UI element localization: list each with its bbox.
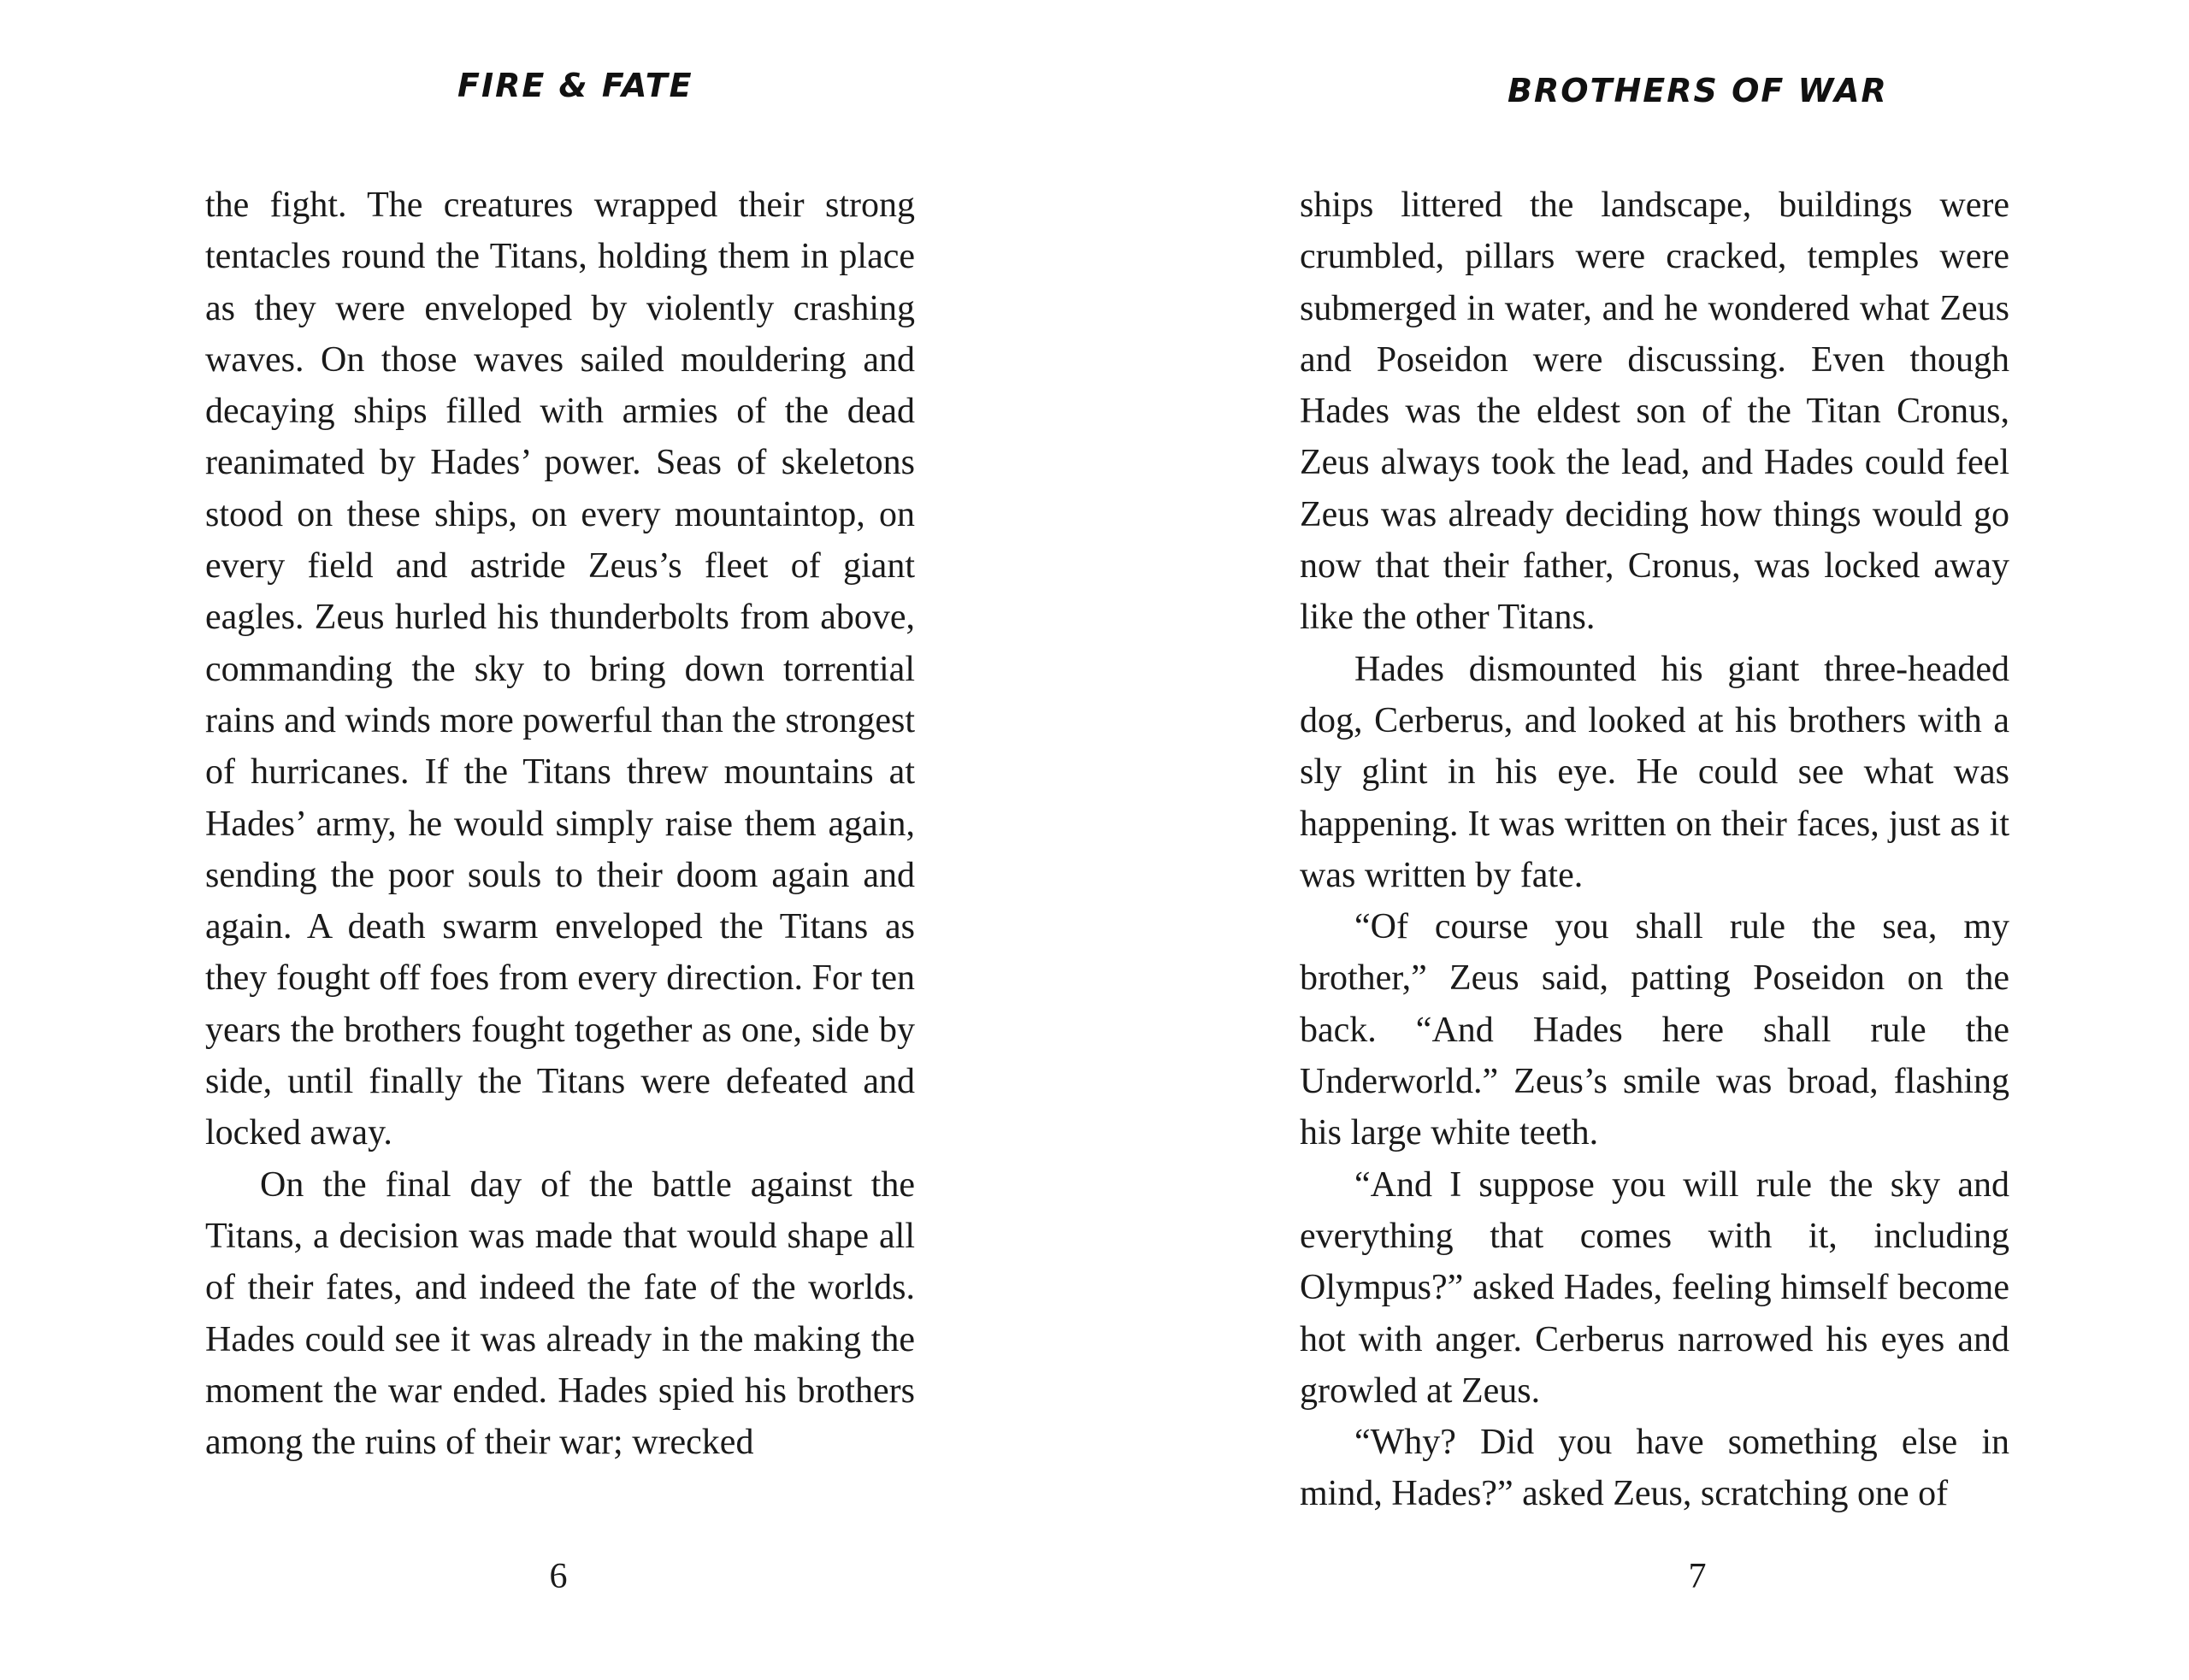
paragraph: ships littered the landscape, buildings were crumbled, pillars were cracked, temples were submerged in water, and he wondered what Zeus and Poseidon were discussing. Even though Hades was the eldest son of the Titan Cronus, Zeus always took the lead, and Hades could feel Zeus was already deciding how things would go now that their father, Cronus, was locked away like the other Titans.: [1300, 186, 2009, 638]
paragraph: On the final day of the battle against the Titans, a decision was made that would shape all of their fates, and indeed the fate of the worlds. Hades could see it was already in the making the moment the war ended. Hades spied his brothers among the ruins of their war; wrecked: [205, 1164, 915, 1463]
right-running-head: BROTHERS OF WAR: [1508, 72, 1888, 109]
left-running-head: FIRE & FATE: [457, 67, 693, 104]
left-text-block: [205, 180, 915, 1468]
left-page-number: 6: [549, 1557, 568, 1596]
right-text-block: [1300, 180, 2009, 1520]
paragraph: “And I suppose you will rule the sky and everything that comes with it, including Olympus?” asked Hades, feeling himself become hot with anger. Cerberus narrowed his eyes and growled at Zeus.: [1300, 1164, 2009, 1411]
paragraph: “Of course you shall rule the sea, my brother,” Zeus said, patting Poseidon on the back. “And Hades here shall rule the Underworld.” Zeus’s smile was broad, flashing his large white teeth.: [1300, 907, 2009, 1153]
paragraph: the fight. The creatures wrapped their strong tentacles round the Titans, holding them in place as they were enveloped by violently crashing waves. On those waves sailed mouldering and decaying ships filled with armies of the dead reanimated by Hades’ power. Seas of skeletons stood on these ships, on every mountaintop, on every field and astride Zeus’s fleet of giant eagles. Zeus hurled his thunderbolts from above, commanding the sky to bring down torrential rains and winds more powerful than the strongest of hurricanes. If the Titans threw mountains at Hades’ army, he would simply raise them again, sending the poor souls to their doom again and again. A death swarm enveloped the Titans as they fought off foes from every direction. For ten years the brothers fought together as one, side by side, until finally the Titans were defeated and locked away.: [205, 186, 915, 1153]
paragraph: “Why? Did you have something else in mind, Hades?” asked Zeus, scratching one of: [1300, 1423, 2009, 1514]
right-page-number: 7: [1688, 1557, 1707, 1596]
right-page: [1094, 0, 2189, 1680]
paragraph: Hades dismounted his giant three-headed dog, Cerberus, and looked at his brothers with a sly glint in his eye. He could see what was happening. It was written on their faces, just as it was written by fate.: [1300, 649, 2009, 895]
left-page: [0, 0, 1094, 1680]
